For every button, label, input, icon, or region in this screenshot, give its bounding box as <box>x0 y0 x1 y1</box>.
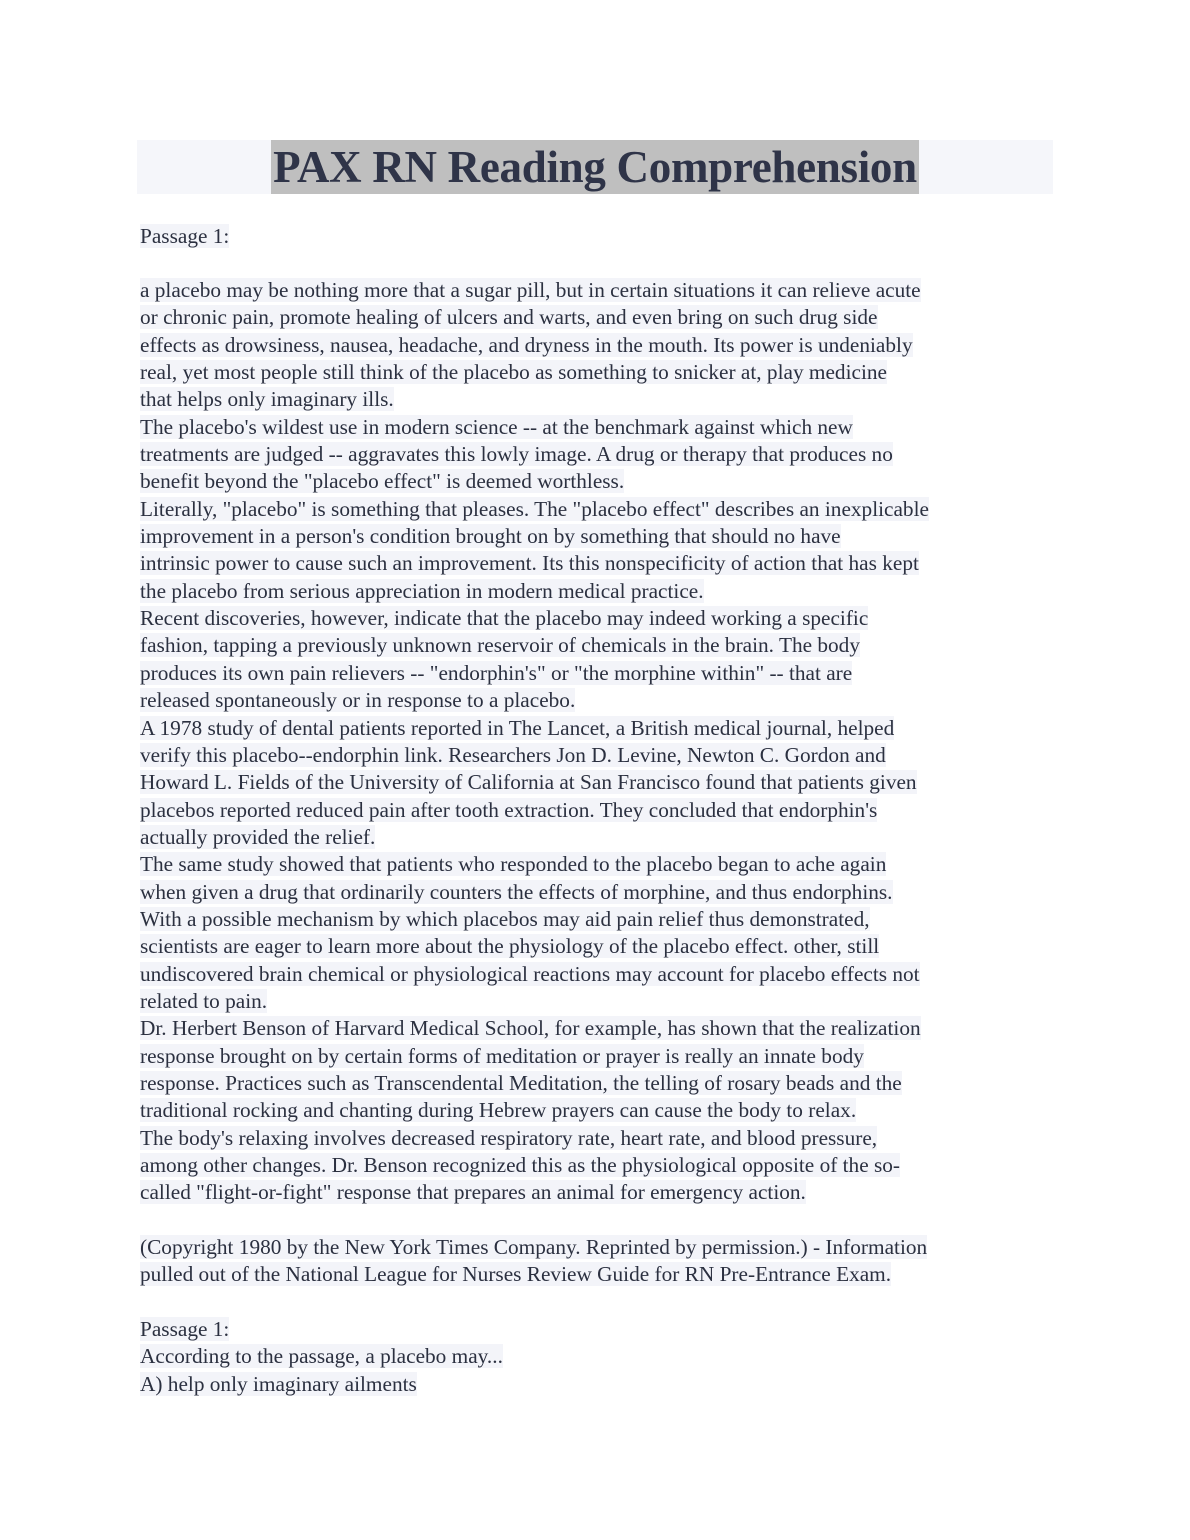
passage-line: Recent discoveries, however, indicate that the placebo may indeed working a specific <box>140 606 869 631</box>
passage-line: improvement in a person's condition brought on by something that should no have <box>140 524 841 549</box>
passage-line: Dr. Herbert Benson of Harvard Medical School, for example, has shown that the realization <box>140 1016 921 1041</box>
passage-line: Howard L. Fields of the University of California at San Francisco found that patients given <box>140 770 917 795</box>
passage-line: verify this placebo--endorphin link. Researchers Jon D. Levine, Newton C. Gordon and <box>140 742 886 767</box>
passage-line: treatments are judged -- aggravates this lowly image. A drug or therapy that produces no <box>140 442 893 467</box>
passage-line: a placebo may be nothing more that a sugar pill, but in certain situations it can relieve acute <box>140 278 921 302</box>
question-heading: Passage 1: <box>140 1317 230 1341</box>
passage-heading: Passage 1: <box>140 224 230 248</box>
passage-line: the placebo from serious appreciation in modern medical practice. <box>140 578 704 603</box>
passage-line: traditional rocking and chanting during Hebrew prayers can cause the body to relax. <box>140 1098 857 1123</box>
passage-line: or chronic pain, promote healing of ulcers and warts, and even bring on such drug side <box>140 305 878 330</box>
passage-line: related to pain. <box>140 988 268 1013</box>
question-prompt: According to the passage, a placebo may... <box>140 1344 503 1369</box>
passage-line: undiscovered brain chemical or physiological reactions may account for placebo effects not <box>140 961 920 986</box>
passage-line: scientists are eager to learn more about the physiology of the placebo effect. other, still <box>140 934 880 959</box>
passage-line: effects as drowsiness, nausea, headache, and dryness in the mouth. Its power is undeniably <box>140 332 913 357</box>
passage-line: called "flight-or-fight" response that prepares an animal for emergency action. <box>140 1180 806 1205</box>
copyright-note <box>140 1234 927 1289</box>
passage-line: response brought on by certain forms of meditation or prayer is really an innate body <box>140 1043 864 1068</box>
passage-line: Literally, "placebo" is something that pleases. The "placebo effect" describes an inexplicable <box>140 496 929 521</box>
passage-line: intrinsic power to cause such an improvement. Its this nonspecificity of action that has kept <box>140 551 919 576</box>
passage-line: placebos reported reduced pain after tooth extraction. They concluded that endorphin's <box>140 797 878 822</box>
title-band <box>137 140 1053 194</box>
passage-line: released spontaneously or in response to a placebo. <box>140 688 576 713</box>
passage-line: produces its own pain relievers -- "endorphin's" or "the morphine within" -- that are <box>140 660 853 685</box>
passage-line: With a possible mechanism by which placebos may aid pain relief thus demonstrated, <box>140 906 870 931</box>
passage-line: fashion, tapping a previously unknown reservoir of chemicals in the brain. The body <box>140 633 860 658</box>
passage-line: The body's relaxing involves decreased respiratory rate, heart rate, and blood pressure, <box>140 1125 878 1150</box>
passage-line: benefit beyond the "placebo effect" is deemed worthless. <box>140 469 625 494</box>
passage-line: actually provided the relief. <box>140 824 376 849</box>
copyright-line: pulled out of the National League for Nurses Review Guide for RN Pre-Entrance Exam. <box>140 1262 892 1287</box>
passage-line: real, yet most people still think of the placebo as something to snicker at, play medicine <box>140 360 887 385</box>
passage-line: response. Practices such as Transcendental Meditation, the telling of rosary beads and the <box>140 1070 902 1095</box>
passage-line: The same study showed that patients who responded to the placebo began to ache again <box>140 852 887 877</box>
answer-option-a: A) help only imaginary ailments <box>140 1371 417 1396</box>
passage-line: when given a drug that ordinarily counters the effects of morphine, and thus endorphins. <box>140 879 893 904</box>
passage-line: among other changes. Dr. Benson recognized this as the physiological opposite of the so- <box>140 1153 901 1177</box>
question-block <box>140 1316 503 1398</box>
passage-line: The placebo's wildest use in modern science -- at the benchmark against which new <box>140 414 853 439</box>
passage-heading-block <box>140 223 229 250</box>
passage-line: that helps only imaginary ills. <box>140 387 394 412</box>
copyright-line: (Copyright 1980 by the New York Times Company. Reprinted by permission.) - Information <box>140 1235 928 1259</box>
passage-line: A 1978 study of dental patients reported in The Lancet, a British medical journal, helped <box>140 715 895 740</box>
passage-text <box>140 277 929 1207</box>
page-title: PAX RN Reading Comprehension <box>273 142 917 192</box>
